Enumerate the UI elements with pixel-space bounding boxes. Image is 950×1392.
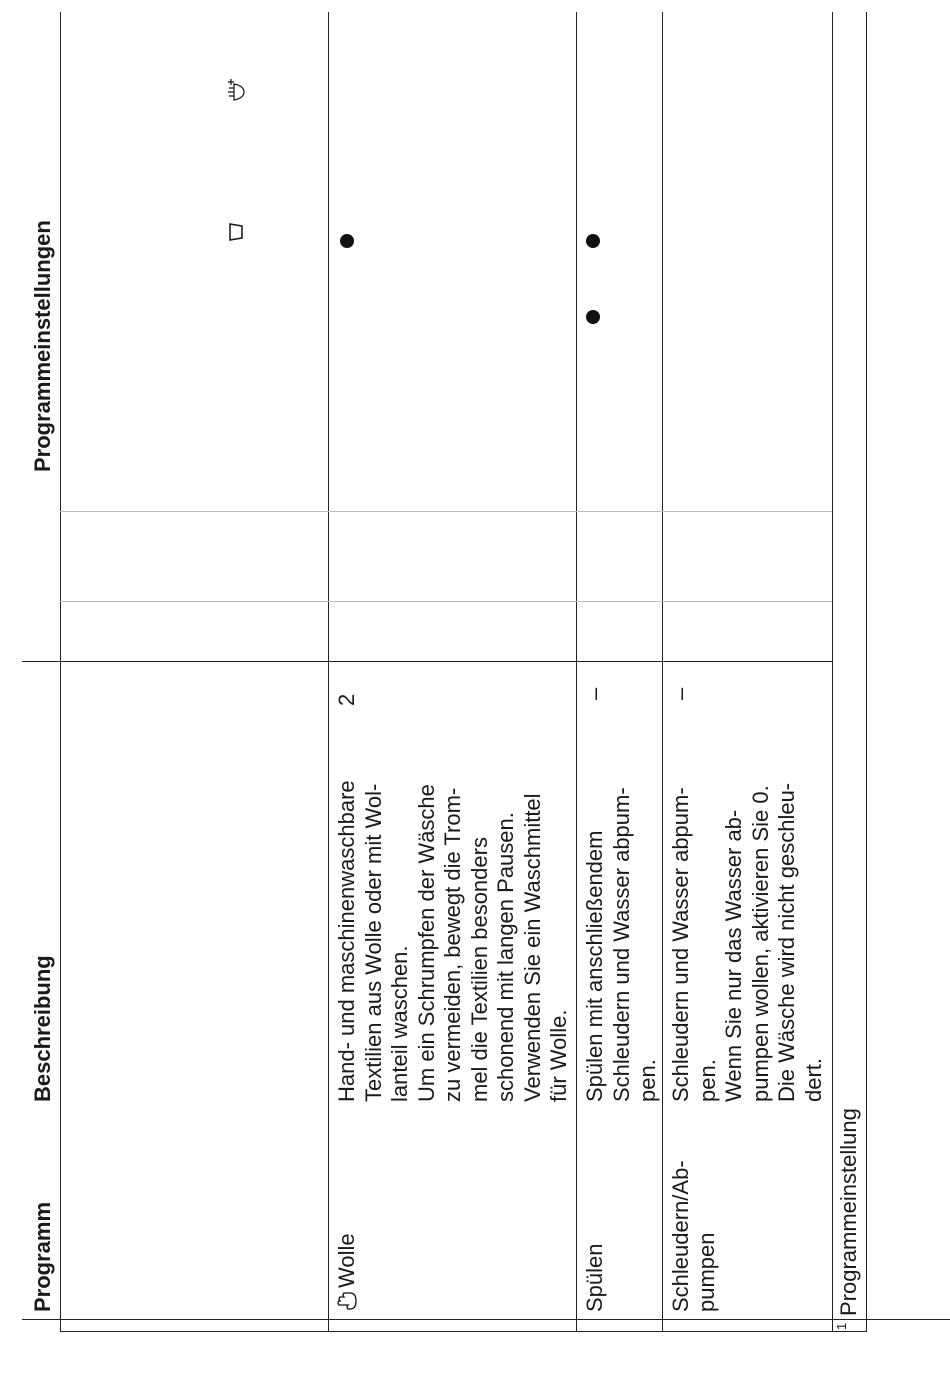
extra-rinse-icon [226, 76, 248, 102]
header-programmeinstellungen: Programmeinstellungen [30, 220, 55, 472]
hand-wash-icon [336, 1290, 358, 1312]
setting-dot [586, 310, 600, 324]
left-border [60, 1331, 866, 1332]
description-line: Um ein Schrumpfen der Wäsche [413, 784, 439, 1102]
description-line: Wenn Sie nur das Wasser ab- [721, 809, 746, 1102]
footnote-text: Programmeinstellung [836, 1108, 861, 1316]
description-line: pen. [635, 1059, 660, 1102]
row-value-wolle: 2 [334, 693, 359, 706]
description-line: dert. [800, 1057, 826, 1102]
description-line: lanteil waschen. [387, 945, 412, 1102]
description-line: Hand- und maschinenwaschbare [334, 780, 359, 1102]
row-program-spuelen: Spülen [582, 1243, 607, 1312]
description-line: schonend mit langen Pausen. [493, 812, 518, 1102]
description-line: Verwenden Sie ein Waschmittel [519, 793, 545, 1102]
footnote-marker: 1 [834, 1322, 849, 1330]
header-underline [60, 12, 61, 1332]
col-divider-a [60, 601, 832, 602]
drum-icon [228, 222, 244, 242]
description-line: mel die Textilien besonders [466, 837, 492, 1102]
description-line: Textilien aus Wolle oder mit Wol- [360, 783, 386, 1102]
description-line: Schleudern und Wasser abpum- [668, 787, 693, 1102]
header-programm: Programm [30, 1201, 55, 1312]
description-line: für Wolle. [546, 1009, 571, 1102]
description-line: pumpen wollen, aktivieren Sie 0. [747, 785, 773, 1102]
row-value-spuelen: – [582, 687, 607, 700]
description-line: zu vermeiden, bewegt die Trom- [440, 787, 465, 1102]
header-beschreibung: Beschreibung [30, 955, 55, 1102]
row-program-schleudern-line2: pumpen [694, 1232, 719, 1312]
col-divider-b [60, 511, 832, 512]
row-program-wolle: Wolle [334, 1233, 359, 1288]
row-line-1 [328, 12, 329, 1332]
row-line-4 [832, 12, 833, 1332]
description-line: Die Wäsche wird nicht geschleu- [774, 782, 799, 1102]
row-line-2 [576, 12, 577, 1332]
table-end-line [866, 12, 867, 1332]
desc-settings-divider [60, 661, 832, 662]
row-description-spuelen [582, 787, 662, 1102]
setting-dot [340, 234, 354, 248]
description-line: pen. [694, 1059, 720, 1102]
row-description-wolle [334, 780, 573, 1102]
table-bottom-border [832, 1319, 950, 1320]
setting-dot [586, 234, 600, 248]
row-line-3 [662, 12, 663, 1332]
row-description-schleudern [668, 783, 827, 1102]
row-value-schleudern: – [668, 687, 693, 700]
description-line: Schleudern und Wasser abpum- [608, 787, 634, 1102]
row-program-schleudern-line1: Schleudern/Ab- [668, 1160, 693, 1312]
description-line: Spülen mit anschließendem [582, 830, 607, 1102]
